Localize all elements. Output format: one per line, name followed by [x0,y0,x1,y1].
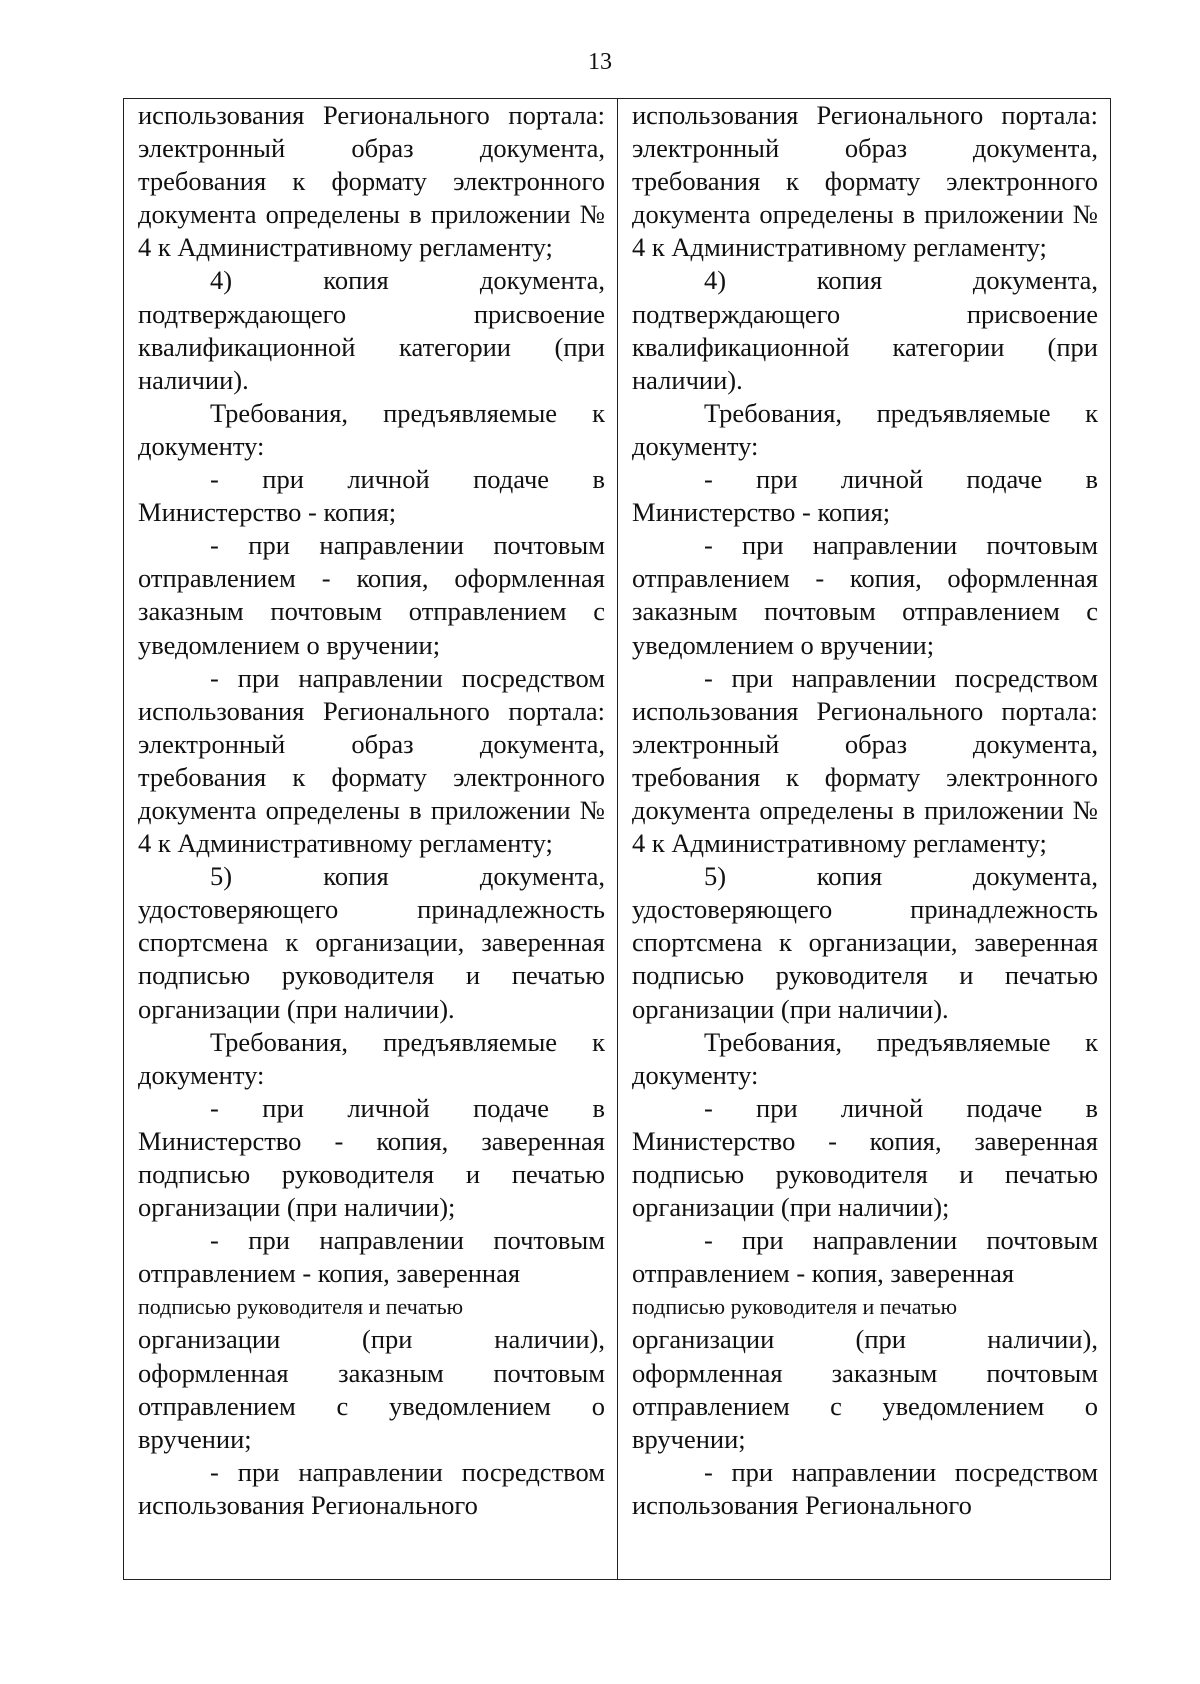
paragraph: - при направлении посредством использования Регионального [632,1456,1098,1520]
paragraph: использования Регионального портала: электронный образ документа, требования к формату электронного документа определены в приложении № 4 к Административному регламенту; [138,100,605,263]
paragraph: 5) копия документа, удостоверяющего принадлежность спортсмена к организации, заверенная подписью руководителя и печатью организации (при наличии). [138,861,605,1024]
paragraph: - при личной подаче в Министерство - копия, заверенная подписью руководителя и печатью организации (при наличии); [632,1092,1098,1223]
comparison-table [123,98,1111,1580]
paragraph: 4) копия документа, подтверждающего присвоение квалификационной категории (при наличии). [138,265,605,395]
paragraph: - при личной подаче в Министерство - копия; [632,464,1098,528]
paragraph: - при направлении почтовым отправлением - копия, оформленная заказным почтовым отправлением с уведомлением о вручении; [138,530,605,660]
column-right [617,99,1110,1579]
paragraph: организации (при наличии), оформленная заказным почтовым отправлением с уведомлением о вручении; [632,1324,1098,1454]
paragraph: подписью руководителя и печатью [138,1294,464,1320]
paragraph: - при направлении почтовым отправлением - копия, заверенная [138,1225,605,1289]
column-left [124,99,617,1579]
paragraph: - при личной подаче в Министерство - копия; [138,464,605,528]
paragraph: организации (при наличии), оформленная заказным почтовым отправлением с уведомлением о вручении; [138,1324,605,1454]
paragraph: - при направлении почтовым отправлением - копия, заверенная [632,1225,1098,1289]
paragraph: Требования, предъявляемые к документу: [632,1026,1098,1090]
paragraph: - при направлении посредством использования Регионального портала: электронный образ документа, требования к формату электронного документа определены в приложении № 4 к Административному регламенту; [632,662,1098,859]
paragraph: - при направлении почтовым отправлением - копия, оформленная заказным почтовым отправлением с уведомлением о вручении; [632,530,1098,660]
paragraph: Требования, предъявляемые к документу: [138,1026,605,1090]
paragraph: подписью руководителя и печатью [632,1294,958,1320]
paragraph: использования Регионального портала: электронный образ документа, требования к формату электронного документа определены в приложении № 4 к Административному регламенту; [632,100,1098,263]
paragraph: - при личной подаче в Министерство - копия, заверенная подписью руководителя и печатью организации (при наличии); [138,1092,605,1223]
paragraph: Требования, предъявляемые к документу: [138,397,605,461]
paragraph: Требования, предъявляемые к документу: [632,397,1098,461]
paragraph: 4) копия документа, подтверждающего присвоение квалификационной категории (при наличии). [632,265,1098,395]
paragraph: 5) копия документа, удостоверяющего принадлежность спортсмена к организации, заверенная подписью руководителя и печатью организации (при наличии). [632,861,1098,1024]
page-number: 13 [588,49,612,75]
paragraph: - при направлении посредством использования Регионального [138,1456,605,1520]
paragraph: - при направлении посредством использования Регионального портала: электронный образ документа, требования к формату электронного документа определены в приложении № 4 к Административному регламенту; [138,662,605,859]
